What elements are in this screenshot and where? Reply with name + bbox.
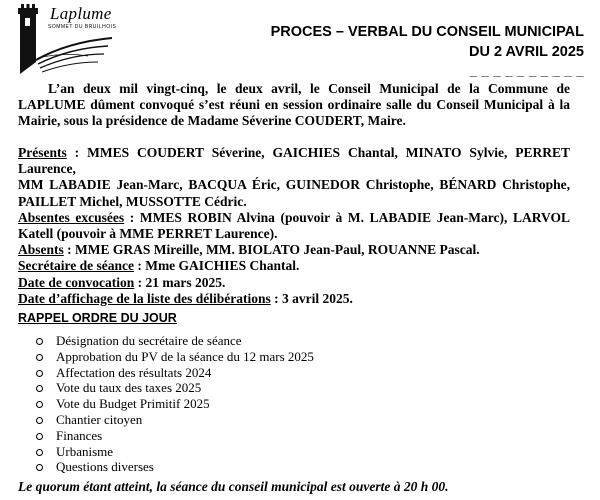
bullet-circle-icon (36, 401, 43, 408)
list-item (36, 380, 314, 396)
agenda-item-label: Vote du taux des taxes 2025 (56, 380, 202, 396)
list-item (36, 365, 314, 381)
affichage-line (18, 291, 570, 307)
bullet-circle-icon (36, 464, 43, 471)
bullet-circle-icon (36, 433, 43, 440)
quorum-statement: Le quorum étant atteint, la séance du conseil municipal est ouverte à 20 h 00. (18, 479, 449, 494)
bullet-circle-icon (36, 417, 43, 424)
bullet-circle-icon (36, 338, 43, 345)
secretary-line (18, 258, 570, 274)
list-item (36, 333, 314, 349)
absents-line (18, 242, 570, 258)
list-item (36, 459, 314, 475)
secretary-label: Secrétaire de séance (18, 258, 134, 274)
absents-label: Absents (18, 242, 64, 258)
title-divider: _ _ _ _ _ _ _ _ _ _ (469, 63, 584, 78)
affichage-label: Date d’affichage de la liste des délibérations (18, 290, 271, 306)
list-item (36, 396, 314, 412)
presents-line-2: MM LABADIE Jean-Marc, BACQUA Éric, GUINEDOR Christophe, BÉNARD Christophe, PAILLET Michel, MUSSOTTE Cédric. (18, 177, 570, 209)
municipal-logo (8, 2, 128, 80)
agenda-item-label: Finances (56, 427, 103, 443)
excused-text: : MMES ROBIN Alvina (pouvoir à M. LABADIE Jean-Marc), LARVOL Katell (pouvoir à MME PERRET Laurence). (18, 209, 570, 242)
list-item (36, 428, 314, 444)
attendance-block (18, 145, 570, 307)
bullet-circle-icon (36, 354, 43, 361)
list-item (36, 412, 314, 428)
bullet-circle-icon (36, 449, 43, 456)
presents-label: Présents (18, 145, 67, 160)
agenda-item-label: Vote du Budget Primitif 2025 (56, 396, 210, 412)
agenda-item-label: Approbation du PV de la séance du 12 mars 2025 (56, 348, 314, 364)
convocation-label: Date de convocation (18, 274, 135, 290)
logo-name: Laplume (50, 4, 112, 23)
title-line-1: PROCES – VERBAL DU CONSEIL MUNICIPAL (270, 24, 584, 40)
presents-text: : MMES COUDERT Séverine, GAICHIES Chantal, MINATO Sylvie, PERRET Laurence, (18, 145, 570, 177)
affichage-text: : 3 avril 2025. (270, 290, 353, 306)
agenda-item-label: Chantier citoyen (56, 411, 143, 427)
agenda-item-label: Affectation des résultats 2024 (56, 364, 212, 380)
agenda-item-label: Désignation du secrétaire de séance (56, 333, 242, 348)
absents-text: : MME GRAS Mireille, MM. BIOLATO Jean-Paul, ROUANNE Pascal. (63, 242, 480, 258)
excused-label: Absentes excusées (18, 209, 125, 225)
bullet-circle-icon (36, 385, 43, 392)
presents-line (18, 145, 570, 177)
agenda-item-label: Urbanisme (56, 443, 114, 459)
agenda-list (36, 333, 314, 475)
document-title (271, 22, 584, 62)
convocation-line (18, 275, 570, 291)
title-line-2: DU 2 AVRIL 2025 (469, 44, 584, 60)
convocation-text: : 21 mars 2025. (134, 274, 226, 290)
excused-line (18, 210, 570, 242)
secretary-text: : Mme GAICHIES Chantal. (133, 258, 300, 274)
bullet-circle-icon (36, 370, 43, 377)
list-item (36, 349, 314, 365)
intro-paragraph: L’an deux mil vingt-cinq, le deux avril, le Conseil Municipal de la Commune de LAPLUME dûment convoqué s’est réuni en session ordinaire salle du Conseil Municipal à la Mairie, sous la présidence de Madame Séverine COUDERT, Maire. (18, 81, 570, 128)
agenda-heading: RAPPEL ORDRE DU JOUR (18, 311, 177, 325)
agenda-item-label: Questions diverses (56, 459, 154, 475)
logo-subtitle: SOMMET DU BRUILHOIS (48, 24, 117, 30)
list-item (36, 444, 314, 460)
